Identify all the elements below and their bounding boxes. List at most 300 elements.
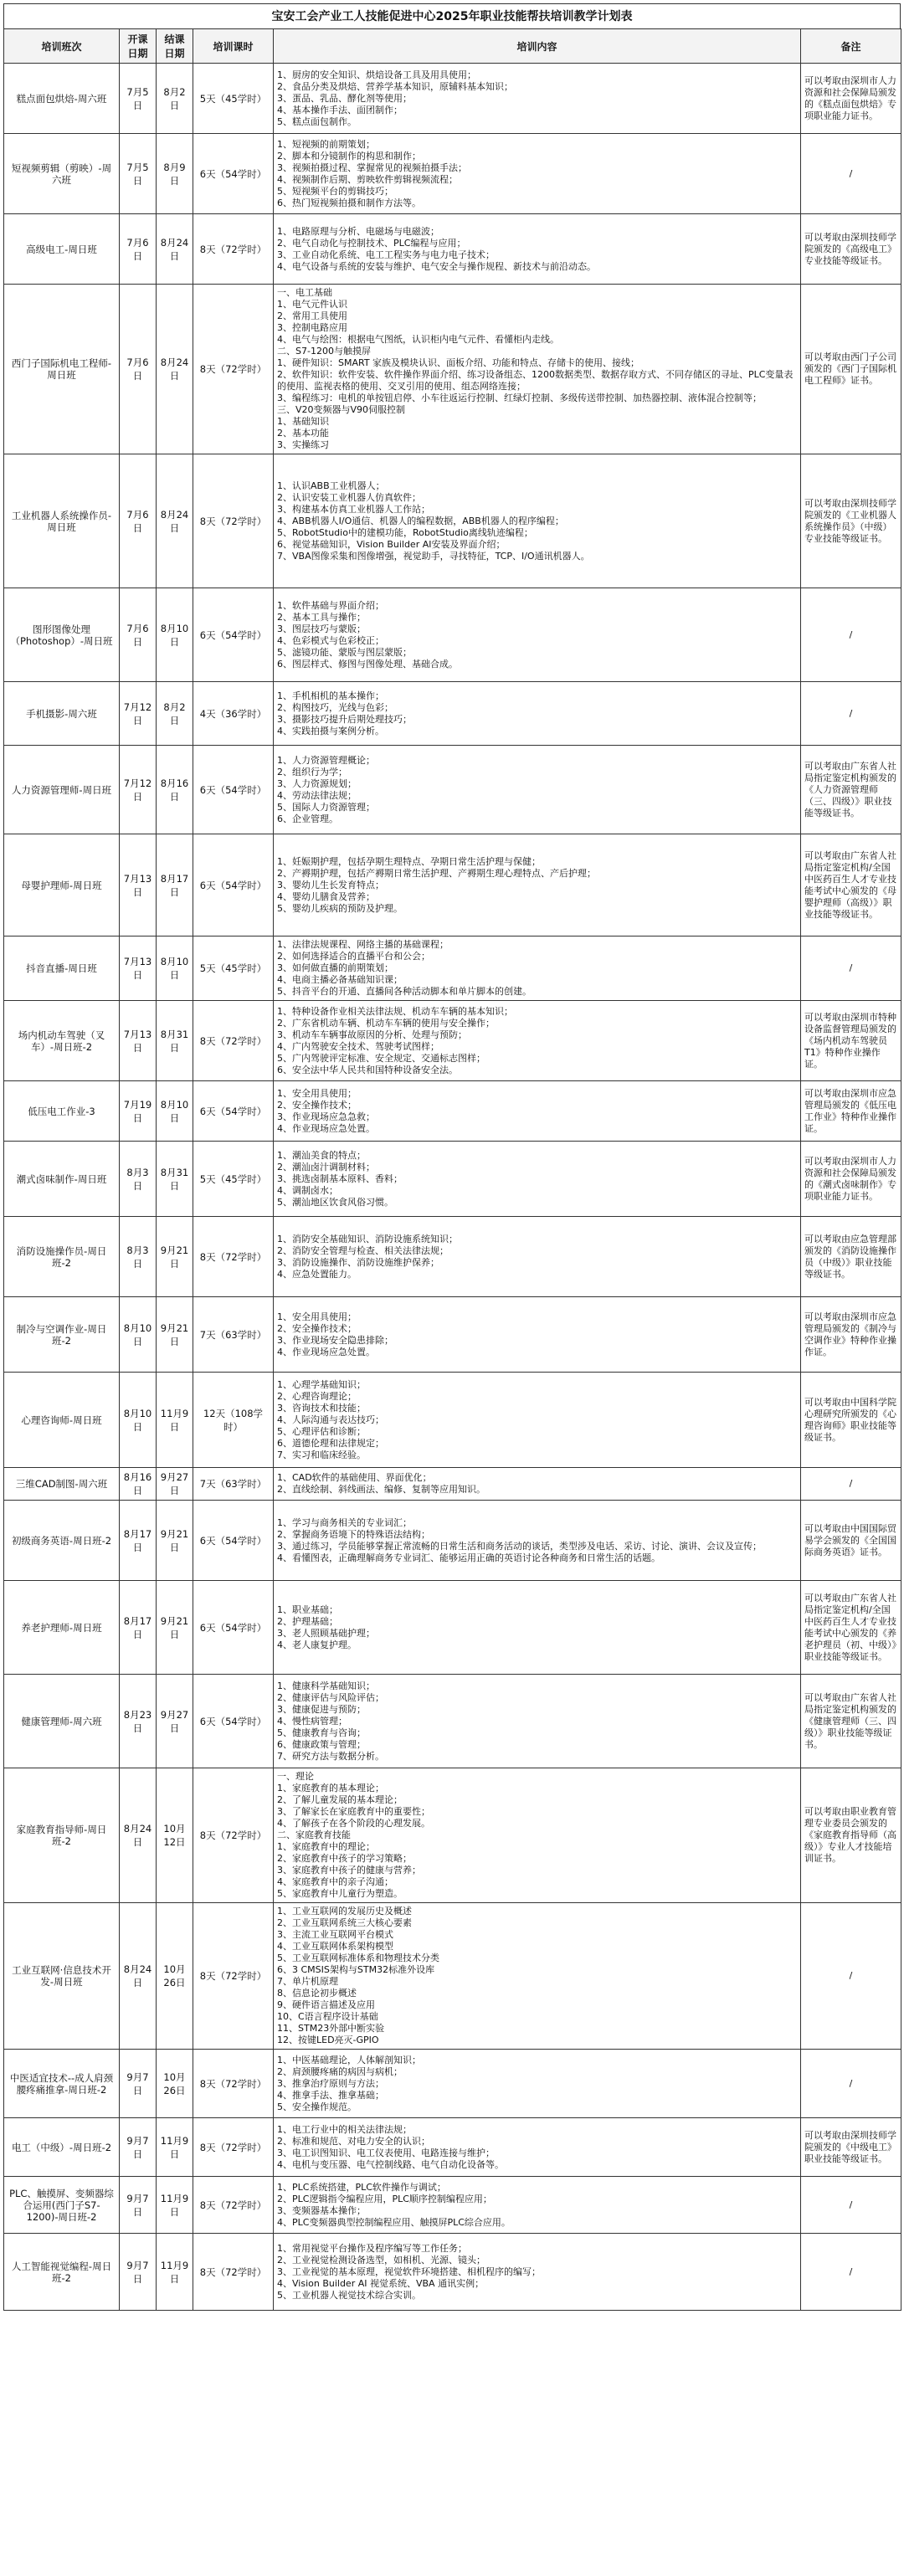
hours-cell: 5天（45学时）	[193, 936, 274, 1001]
note-cell: /	[801, 588, 901, 682]
content-line: 5、安全操作规范。	[277, 2101, 357, 2112]
start-date-cell: 8月3日	[120, 1217, 157, 1297]
hours-cell: 6天（54学时）	[193, 746, 274, 834]
content-cell	[274, 834, 801, 936]
table-row	[4, 2234, 901, 2311]
content-cell	[274, 214, 801, 285]
start-date-cell: 8月3日	[120, 1142, 157, 1217]
content-line: 3、作业现场安全隐患排除；	[277, 1334, 393, 1346]
hours-cell: 6天（54学时）	[193, 1081, 274, 1142]
start-date-cell: 9月7日	[120, 2118, 157, 2177]
note-cell: 可以考取由深圳市人力资源和社会保障局颁发的《潮式卤味制作》专项职业能力证书。	[801, 1142, 901, 1217]
content-cell	[274, 1081, 801, 1142]
table-row	[4, 682, 901, 746]
note-cell: /	[801, 1468, 901, 1501]
end-date-cell: 11月9日	[157, 2234, 193, 2311]
content-line: 1、心理学基础知识；	[277, 1378, 366, 1390]
content-line: 5、国际人力资源管理；	[277, 801, 375, 813]
hours-cell: 8天（72学时）	[193, 214, 274, 285]
hours-cell: 8天（72学时）	[193, 2050, 274, 2118]
content-cell	[274, 1675, 801, 1768]
content-line: 2、电气自动化与控制技术、PLC编程与应用；	[277, 237, 466, 249]
hours-cell: 8天（72学时）	[193, 285, 274, 454]
table-row	[4, 1675, 901, 1768]
content-cell	[274, 1217, 801, 1297]
content-line: 2、家庭教育中孩子的学习策略；	[277, 1853, 412, 1864]
note-cell: /	[801, 1903, 901, 2050]
note-cell: 可以考取由深圳技师学院颁发的《高级电工》专业技能等级证书。	[801, 214, 901, 285]
hours-cell: 8天（72学时）	[193, 2118, 274, 2177]
hours-cell: 8天（72学时）	[193, 1217, 274, 1297]
note-cell: 可以考取由广东省人社局指定鉴定机构/全国中医药百生人才专业技能考试中心颁发的《养老护理员（初、中级）》职业技能等级证书。	[801, 1581, 901, 1675]
content-line: 3、推拿治疗原则与方法；	[277, 2077, 384, 2089]
content-line: 5、心理评估和诊断；	[277, 1425, 366, 1437]
header-start-date: 开课日期	[120, 29, 157, 64]
content-line: 2、认识安装工业机器人仿真软件；	[277, 491, 421, 503]
content-line: 11、STM23外部中断实验	[277, 2023, 385, 2034]
class-name-cell: 电工（中级）-周日班-2	[4, 2118, 120, 2177]
content-line: 2、软件知识：软件安装、软件操作界面介绍、练习设备组态、1200数据类型、数据存取方式、不同存储区的寻址、PLC变量表的使用、监视表格的使用、交叉引用的使用、组态网络连接；	[277, 369, 794, 392]
note-cell: 可以考取由深圳市应急管理局颁发的《低压电工作业》特种作业操作证。	[801, 1081, 901, 1142]
note-cell: 可以考取由广东省人社局指定鉴定机构颁发的《人力资源管理师（三、四级）》职业技能等级证书。	[801, 746, 901, 834]
content-line: 4、看懂图表，正确理解商务专业词汇、能够运用正确的英语讨论各种商务和日常生活的话题。	[277, 1552, 660, 1563]
content-line: 2、直线绘制、斜线画法、编修、复制等应用知识。	[277, 1484, 485, 1495]
content-line: 4、电机与变压器、电气控制线路、电气自动化设备等。	[277, 2158, 504, 2170]
end-date-cell: 11月9日	[157, 1373, 193, 1468]
note-cell: 可以考取由深圳市人力资源和社会保障局颁发的《糕点面包烘焙》专项职业能力证书。	[801, 64, 901, 134]
end-date-cell: 11月9日	[157, 2177, 193, 2234]
content-line: 一、电工基础	[277, 287, 332, 298]
class-name-cell: 母婴护理师-周日班	[4, 834, 120, 936]
header-class: 培训班次	[4, 29, 120, 64]
note-cell: /	[801, 134, 901, 214]
content-line: 6、图层样式、修图与图像处理、基础合成。	[277, 658, 458, 670]
content-line: 1、健康科学基础知识；	[277, 1680, 375, 1691]
end-date-cell: 10月26日	[157, 2050, 193, 2118]
content-cell	[274, 1001, 801, 1081]
start-date-cell: 7月13日	[120, 936, 157, 1001]
content-line: 3、工业视觉的基本原理，视觉软件环境搭建、相机程序的编写；	[277, 2266, 541, 2277]
content-line: 3、电工识图知识、电工仪表使用、电路连接与维护；	[277, 2147, 495, 2158]
content-line: 4、婴幼儿膳食及营养；	[277, 890, 375, 902]
content-line: 6、健康政策与管理；	[277, 1738, 366, 1750]
hours-cell: 5天（45学时）	[193, 1142, 274, 1217]
content-line: 2、产褥期护理，包括产褥期日常生活护理、产褥期生理心理特点、产后护理；	[277, 867, 596, 879]
content-line: 9、硬件语言描述及应用	[277, 1999, 375, 2010]
table-body	[4, 64, 901, 2311]
content-line: 3、图层技巧与蒙版；	[277, 623, 366, 634]
start-date-cell: 9月7日	[120, 2050, 157, 2118]
content-line: 1、常用视觉平台操作及程序编写等工作任务；	[277, 2242, 467, 2254]
content-line: 3、机动车车辆事故原因的分析、处理与预防；	[277, 1029, 467, 1040]
class-name-cell: PLC、触摸屏、变频器综合运用(西门子S7-1200)-周日班-2	[4, 2177, 120, 2234]
content-line: 3、实操练习	[277, 439, 329, 450]
hours-cell: 8天（72学时）	[193, 1768, 274, 1903]
content-line: 二、家庭教育技能	[277, 1829, 351, 1840]
content-line: 1、硬件知识：SMART 家族及模块认识、面板介绍、功能和特点、存储卡的使用、接线；	[277, 357, 640, 368]
content-cell	[274, 454, 801, 588]
content-cell	[274, 682, 801, 746]
class-name-cell: 短视频剪辑（剪映）-周六班	[4, 134, 120, 214]
content-line: 4、老人康复护理。	[277, 1639, 357, 1650]
content-line: 7、实习和临床经验。	[277, 1449, 366, 1460]
start-date-cell: 7月5日	[120, 64, 157, 134]
content-line: 6、道德伦理和法律规定；	[277, 1437, 384, 1449]
content-line: 7、研究方法与数据分析。	[277, 1750, 384, 1762]
start-date-cell: 7月6日	[120, 454, 157, 588]
content-cell	[274, 1297, 801, 1373]
content-line: 二、S7-1200与触摸屏	[277, 346, 371, 357]
end-date-cell: 9月21日	[157, 1297, 193, 1373]
content-line: 3、了解家长在家庭教育中的重要性；	[277, 1806, 430, 1817]
content-line: 3、挑选卤制基本原料、香料；	[277, 1173, 403, 1184]
start-date-cell: 7月12日	[120, 682, 157, 746]
class-name-cell: 人力资源管理师-周日班	[4, 746, 120, 834]
hours-cell: 8天（72学时）	[193, 2177, 274, 2234]
content-line: 6、企业管理。	[277, 813, 338, 824]
end-date-cell: 8月24日	[157, 214, 193, 285]
note-cell: 可以考取由深圳市应急管理局颁发的《制冷与空调作业》特种作业操作证。	[801, 1297, 901, 1373]
content-line: 4、广内驾驶安全技术、驾驶考试图样；	[277, 1040, 439, 1052]
content-line: 3、婴幼儿生长发育特点；	[277, 879, 384, 890]
content-line: 4、电气设备与系统的安装与维护、电气安全与操作规程、新技术与前沿动态。	[277, 260, 596, 272]
content-line: 4、视频制作后期、剪映软件剪辑视频流程；	[277, 173, 458, 185]
content-line: 3、蛋品、乳品、酵化剂等使用；	[277, 92, 412, 104]
start-date-cell: 7月6日	[120, 214, 157, 285]
content-line: 2、PLC逻辑指令编程应用，PLC顺序控制编程应用；	[277, 2193, 492, 2204]
end-date-cell: 8月24日	[157, 285, 193, 454]
content-line: 3、变频器基本操作；	[277, 2204, 366, 2216]
table-row	[4, 936, 901, 1001]
content-line: 5、滤镜功能、蒙版与图层蒙版；	[277, 646, 412, 658]
class-name-cell: 健康管理师-周六班	[4, 1675, 120, 1768]
note-cell: 可以考取由深圳技师学院颁发的《工业机器人系统操作员》（中级）专业技能等级证书。	[801, 454, 901, 588]
content-line: 1、短视频的前期策划；	[277, 138, 375, 150]
start-date-cell: 7月13日	[120, 834, 157, 936]
hours-cell: 5天（45学时）	[193, 64, 274, 134]
end-date-cell: 9月27日	[157, 1675, 193, 1768]
content-line: 3、控制电路应用	[277, 322, 347, 333]
content-line: 7、单片机原理	[277, 1976, 338, 1987]
content-line: 3、构建基本仿真工业机器人工作站；	[277, 503, 430, 515]
hours-cell: 8天（72学时）	[193, 1903, 274, 2050]
content-cell	[274, 746, 801, 834]
start-date-cell: 7月5日	[120, 134, 157, 214]
start-date-cell: 7月19日	[120, 1081, 157, 1142]
table-row	[4, 1081, 901, 1142]
hours-cell: 6天（54学时）	[193, 1675, 274, 1768]
hours-cell: 8天（72学时）	[193, 1001, 274, 1081]
content-cell	[274, 1768, 801, 1903]
class-name-cell: 低压电工作业-3	[4, 1081, 120, 1142]
content-line: 1、人力资源管理概论；	[277, 754, 375, 766]
content-line: 1、认识ABB工业机器人；	[277, 480, 385, 491]
start-date-cell: 8月23日	[120, 1675, 157, 1768]
hours-cell: 7天（63学时）	[193, 1468, 274, 1501]
start-date-cell: 7月12日	[120, 746, 157, 834]
start-date-cell: 8月24日	[120, 1768, 157, 1903]
content-line: 5、婴幼儿疾病的预防及护理。	[277, 902, 403, 914]
start-date-cell: 8月17日	[120, 1581, 157, 1675]
class-name-cell: 糕点面包烘焙-周六班	[4, 64, 120, 134]
note-cell: /	[801, 2050, 901, 2118]
note-cell: 可以考取由广东省人社局指定鉴定机构/全国中医药百生人才专业技能考试中心颁发的《母婴护理师（高级）》职业技能等级证书。	[801, 834, 901, 936]
content-line: 1、安全用具使用；	[277, 1087, 357, 1099]
content-line: 4、家庭教育中的亲子沟通；	[277, 1876, 393, 1887]
start-date-cell: 8月24日	[120, 1903, 157, 2050]
end-date-cell: 9月21日	[157, 1217, 193, 1297]
content-cell	[274, 1581, 801, 1675]
class-name-cell: 潮式卤味制作-周日班	[4, 1142, 120, 1217]
content-line: 4、调制卤水；	[277, 1184, 338, 1196]
hours-cell: 8天（72学时）	[193, 2234, 274, 2311]
content-line: 1、电气元件认识	[277, 299, 347, 310]
header-note: 备注	[801, 29, 901, 64]
content-line: 7、VBA图像采集和图像增强，视觉助手，寻找特征，TCP、I/O通讯机器人。	[277, 550, 590, 562]
content-line: 2、标准和规范、对电力安全的认识；	[277, 2135, 430, 2147]
content-line: 2、消防安全管理与检查、相关法律法规；	[277, 1244, 449, 1256]
class-name-cell: 场内机动车驾驶（叉车）-周日班-2	[4, 1001, 120, 1081]
content-line: 4、ABB机器人I/O通信、机器人的编程数据，ABB机器人的程序编程；	[277, 515, 564, 526]
content-line: 1、安全用具使用；	[277, 1311, 357, 1322]
class-name-cell: 人工智能视觉编程-周日班-2	[4, 2234, 120, 2311]
class-name-cell: 消防设施操作员-周日班-2	[4, 1217, 120, 1297]
note-cell: /	[801, 682, 901, 746]
content-line: 1、家庭教育的基本理论；	[277, 1783, 384, 1793]
content-line: 2、护理基础；	[277, 1615, 338, 1627]
content-line: 8、信息论初步概述	[277, 1988, 357, 1999]
content-cell	[274, 1903, 801, 2050]
content-line: 5、工业机器人视觉技术综合实训。	[277, 2289, 421, 2301]
class-name-cell: 中医适宜技术--成人肩颈腰疼痛推拿-周日班-2	[4, 2050, 120, 2118]
content-line: 4、推拿手法、推拿基础；	[277, 2089, 384, 2101]
end-date-cell: 8月16日	[157, 746, 193, 834]
content-line: 1、CAD软件的基础使用、界面优化；	[277, 1472, 432, 1483]
content-line: 2、广东省机动车辆、机动车车辆的使用与安全操作；	[277, 1017, 495, 1029]
start-date-cell: 8月16日	[120, 1468, 157, 1501]
class-name-cell: 养老护理师-周日班	[4, 1581, 120, 1675]
class-name-cell: 西门子国际机电工程师-周日班	[4, 285, 120, 454]
content-cell	[274, 2118, 801, 2177]
start-date-cell: 8月10日	[120, 1297, 157, 1373]
content-cell	[274, 134, 801, 214]
content-line: 2、食品分类及烘焙、营养学基本知识，原辅料基本知识；	[277, 80, 513, 92]
hours-cell: 4天（36学时）	[193, 682, 274, 746]
end-date-cell: 11月9日	[157, 2118, 193, 2177]
hours-cell: 8天（72学时）	[193, 454, 274, 588]
content-line: 3、编程练习：电机的单按钮启停、小车往返运行控制、红绿灯控制、多级传送带控制、加热器控制、液体混合控制等；	[277, 393, 762, 403]
note-cell: 可以考取由西门子公司颁发的《西门子国际机电工程师》证书。	[801, 285, 901, 454]
header-content: 培训内容	[274, 29, 801, 64]
table-row	[4, 1217, 901, 1297]
hours-cell: 6天（54学时）	[193, 1501, 274, 1581]
end-date-cell: 8月31日	[157, 1142, 193, 1217]
header-hours: 培训课时	[193, 29, 274, 64]
table-row	[4, 2177, 901, 2234]
content-line: 3、作业现场应急急救；	[277, 1111, 375, 1122]
start-date-cell: 7月6日	[120, 588, 157, 682]
content-line: 3、如何做直播的前期策划；	[277, 962, 393, 973]
content-line: 6、3 CMSIS架构与STM32标准外设库	[277, 1964, 435, 1975]
note-cell: /	[801, 936, 901, 1001]
content-line: 2、基本功能	[277, 428, 329, 439]
content-line: 6、视觉基础知识，Vision Builder AI安装及界面介绍；	[277, 538, 506, 550]
hours-cell: 6天（54学时）	[193, 134, 274, 214]
note-cell: 可以考取由中国国际贸易学会颁发的《全国国际商务英语》证书。	[801, 1501, 901, 1581]
hours-cell: 6天（54学时）	[193, 588, 274, 682]
end-date-cell: 8月10日	[157, 588, 193, 682]
content-line: 3、消防设施操作、消防设施维护保养；	[277, 1256, 439, 1268]
content-line: 5、家庭教育中儿童行为塑造。	[277, 1888, 403, 1899]
content-line: 1、工业互联网的发展历史及概述	[277, 1906, 412, 1917]
class-name-cell: 心理咨询师-周日班	[4, 1373, 120, 1468]
end-date-cell: 8月24日	[157, 454, 193, 588]
note-cell: 可以考取由职业教育管理专业委员会颁发的《家庭教育指导师（高级）》专业人才技能培训证书。	[801, 1768, 901, 1903]
content-line: 2、组织行为学；	[277, 766, 347, 777]
end-date-cell: 8月2日	[157, 682, 193, 746]
end-date-cell: 8月10日	[157, 1081, 193, 1142]
content-cell	[274, 1468, 801, 1501]
table-row	[4, 1373, 901, 1468]
table-row	[4, 588, 901, 682]
content-line: 2、心理咨询理论；	[277, 1390, 357, 1402]
table-row	[4, 1501, 901, 1581]
table-row	[4, 1903, 901, 2050]
content-line: 2、安全操作技术；	[277, 1099, 357, 1111]
content-line: 2、工业视觉检测设备选型，如相机、光源、镜头；	[277, 2254, 485, 2266]
note-cell: /	[801, 2234, 901, 2311]
content-line: 4、PLC变频器典型控制编程应用、触摸屏PLC综合应用。	[277, 2216, 511, 2228]
content-line: 2、工业互联网系统三大核心要素	[277, 1917, 412, 1928]
end-date-cell: 9月21日	[157, 1581, 193, 1675]
table-row	[4, 1768, 901, 1903]
content-cell	[274, 2050, 801, 2118]
table-row	[4, 746, 901, 834]
content-line: 三、V20变频器与V90伺服控制	[277, 404, 406, 415]
content-line: 1、电工行业中的相关法律法规；	[277, 2123, 412, 2135]
note-cell: 可以考取由中国科学院心理研究所颁发的《心理咨询师》职业技能等级证书。	[801, 1373, 901, 1468]
content-line: 5、健康教育与咨询；	[277, 1727, 366, 1738]
table-row	[4, 1297, 901, 1373]
table-row	[4, 214, 901, 285]
content-line: 4、Vision Builder AI 视觉系统、VBA 通讯实例；	[277, 2277, 485, 2289]
content-line: 4、基本操作手法、面团制作；	[277, 104, 403, 115]
content-line: 3、老人照顾基础护理；	[277, 1627, 375, 1639]
class-name-cell: 初级商务英语-周日班-2	[4, 1501, 120, 1581]
content-cell	[274, 2234, 801, 2311]
content-line: 一、理论	[277, 1771, 314, 1782]
end-date-cell: 8月9日	[157, 134, 193, 214]
content-line: 5、广内驾驶评定标准、安全规定、交通标志图样；	[277, 1052, 485, 1064]
class-name-cell: 三维CAD制图-周六班	[4, 1468, 120, 1501]
note-cell: 可以考取由应急管理部颁发的《消防设施操作员（中级）》职业技能等级证书。	[801, 1217, 901, 1297]
content-line: 3、健康促进与预防；	[277, 1703, 366, 1715]
content-line: 1、潮汕美食的特点；	[277, 1149, 366, 1161]
content-line: 3、摄影技巧提升后期处理技巧；	[277, 713, 412, 725]
class-name-cell: 工业机器人系统操作员-周日班	[4, 454, 120, 588]
training-schedule-table	[3, 28, 901, 2311]
content-line: 5、潮汕地区饮食风俗习惯。	[277, 1196, 393, 1208]
start-date-cell: 9月7日	[120, 2234, 157, 2311]
content-line: 1、手机相机的基本操作；	[277, 690, 384, 701]
end-date-cell: 10月26日	[157, 1903, 193, 2050]
content-line: 1、特种设备作业相关法律法规、机动车车辆的基本知识；	[277, 1005, 513, 1017]
content-line: 1、厨房的安全知识、烘焙设备工具及用具使用；	[277, 69, 476, 80]
end-date-cell: 10月12日	[157, 1768, 193, 1903]
content-line: 4、作业现场应急处置。	[277, 1122, 375, 1134]
class-name-cell: 制冷与空调作业-周日班-2	[4, 1297, 120, 1373]
content-line: 4、劳动法律法规；	[277, 789, 357, 801]
content-line: 2、基本工具与操作；	[277, 611, 366, 623]
content-line: 2、脚本和分镜制作的构思和制作；	[277, 150, 421, 162]
table-row	[4, 2050, 901, 2118]
table-row	[4, 285, 901, 454]
content-line: 1、软件基础与界面介绍；	[277, 599, 384, 611]
note-cell: 可以考取由深圳市特种设备监督管理局颁发的《场内机动车驾驶员T1》特种作业操作证。	[801, 1001, 901, 1081]
content-cell	[274, 285, 801, 454]
class-name-cell: 高级电工-周日班	[4, 214, 120, 285]
content-line: 2、构图技巧，光线与色彩；	[277, 701, 393, 713]
content-line: 5、短视频平台的剪辑技巧；	[277, 185, 393, 197]
page-title: 宝安工会产业工人技能促进中心2025年职业技能帮扶培训教学计划表	[3, 3, 901, 28]
content-line: 2、安全操作技术；	[277, 1322, 357, 1334]
end-date-cell: 8月31日	[157, 1001, 193, 1081]
content-line: 4、实践拍摄与案例分析。	[277, 725, 384, 736]
content-line: 2、常用工具使用	[277, 310, 347, 321]
content-line: 2、健康评估与风险评估；	[277, 1691, 384, 1703]
content-line: 4、作业现场应急处置。	[277, 1346, 375, 1357]
content-line: 1、PLC系统搭建，PLC软件操作与调试；	[277, 2181, 446, 2193]
content-line: 5、抖音平台的开通、直播间各种活动脚本和单片脚本的创建。	[277, 986, 532, 997]
content-line: 3、工业自动化系统、电工工程实务与电力电子技术；	[277, 249, 495, 260]
content-line: 10、C语言程序设计基础	[277, 2011, 378, 2022]
start-date-cell: 8月17日	[120, 1501, 157, 1581]
content-line: 6、热门短视频拍摄和制作方法等。	[277, 197, 421, 208]
content-cell	[274, 1142, 801, 1217]
content-cell	[274, 936, 801, 1001]
table-header-row	[4, 29, 901, 64]
content-line: 4、电气与绘图：根据电气图纸，认识柜内电气元件、看懂柜内走线。	[277, 334, 559, 345]
content-cell	[274, 588, 801, 682]
content-line: 6、安全法中华人民共和国特种设备安全法。	[277, 1064, 458, 1075]
content-cell	[274, 1501, 801, 1581]
end-date-cell: 9月21日	[157, 1501, 193, 1581]
content-line: 3、人力资源规划；	[277, 777, 357, 789]
table-row	[4, 1581, 901, 1675]
start-date-cell: 9月7日	[120, 2177, 157, 2234]
content-line: 5、RobotStudio中的建模功能，RobotStudio离线轨迹编程；	[277, 526, 533, 538]
note-cell: /	[801, 2177, 901, 2234]
note-cell: 可以考取由广东省人社局指定鉴定机构颁发的《健康管理师（三、四级）》职业技能等级证书。	[801, 1675, 901, 1768]
table-row	[4, 1001, 901, 1081]
content-line: 2、潮汕卤汁调制材料；	[277, 1161, 375, 1173]
end-date-cell: 9月27日	[157, 1468, 193, 1501]
content-line: 4、工业互联网体系架构模型	[277, 1941, 393, 1952]
content-line: 4、电商主播必备基础知识课；	[277, 974, 403, 985]
content-cell	[274, 64, 801, 134]
hours-cell: 6天（54学时）	[193, 1581, 274, 1675]
content-line: 1、法律法规课程、网络主播的基础课程；	[277, 939, 449, 950]
class-name-cell: 手机摄影-周六班	[4, 682, 120, 746]
content-line: 4、慢性病管理；	[277, 1715, 347, 1727]
end-date-cell: 8月2日	[157, 64, 193, 134]
table-row	[4, 1468, 901, 1501]
content-line: 2、肩颈腰疼痛的病因与病机；	[277, 2065, 403, 2077]
table-row	[4, 2118, 901, 2177]
class-name-cell: 工业互联网·信息技术开发-周日班	[4, 1903, 120, 2050]
content-line: 2、了解儿童发展的基本理论；	[277, 1794, 403, 1805]
content-line: 2、如何选择适合的直播平台和公会；	[277, 951, 430, 962]
